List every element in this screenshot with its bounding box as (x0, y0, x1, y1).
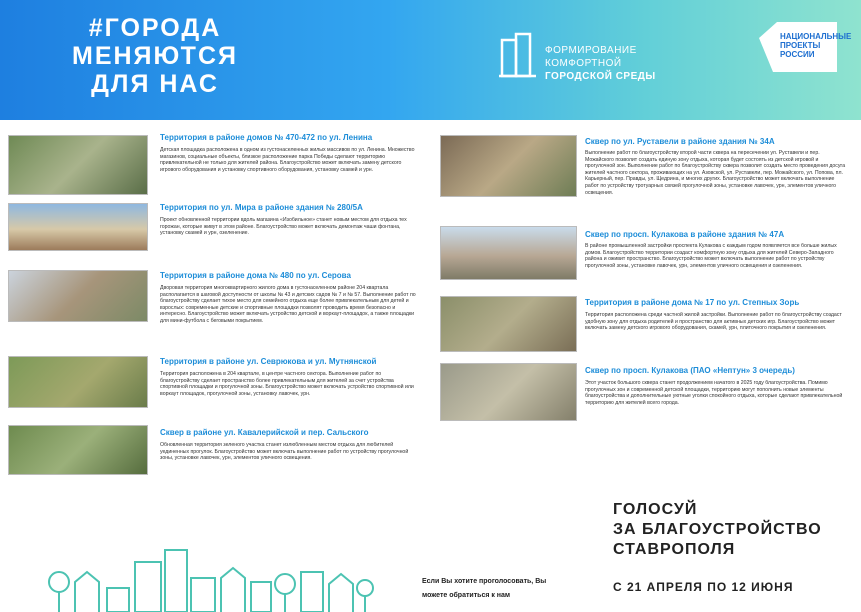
headline (40, 14, 270, 98)
vote-note (422, 575, 546, 603)
vote-note-line: Если Вы хотите проголосовать, Вы (422, 578, 547, 585)
territory-text: Этот участок большого сквера станет продолжением начатого в 2025 году благоустройства. Помимо прогулочных зон и современной детской площадки, территорию могут пополнить новые элементы благоустройства и дополнительные уютные уголки спокойного отдыха, которые сделают привлекательной территорию для жителей всего города. (585, 380, 843, 406)
territory-text: Территория расположена в 204 квартале, в центре частного сектора. Выполнение работ по благоустройству сделает пространство более привлекательным для жителей за счет устройства спортивной площадки и прогулочной зоны. Благоустройство может включать устройство спортивной или воркаут площадок, прогулочной зоны, установку лавочек, урн. (160, 371, 414, 397)
territory-title: Территория по ул. Мира в районе здания № 280/5А (160, 203, 363, 212)
np-line: НАЦИОНАЛЬНЫЕ (780, 32, 852, 41)
territory-text: В районе промышленной застройки проспекта Кулакова с каждым годом появляется все больше жилых домов. Благоустройство территории создаст комфортную зону отдыха для жителей Северо-Западного района и оживит пространство. Благоустройство может включать выполнение работ по устройству прогулочной зоны, установке лавочек, урн, элементов уличного освещения и озеленения. (585, 243, 837, 269)
territory-title: Сквер по ул. Руставели в районе здания № 34А (585, 137, 775, 146)
vote-slogan (613, 500, 822, 560)
territory-text: Выполнение работ по благоустройству второй части сквера на пересечении ул. Руставели и пер. Можайского позволит создать единую зону отдыха, которая будет состоять из детской игровой и прогулочной зон. Выполнение работ по благоустройству сквера позволит создать место проведения досуга жителей частного сектора, проживающих на ул. Азовской, ул. Руставели, пер. Можайского, ул. Попова, пл. Карьерный, пер. Правды, ул. Щедрина, и многих других. Благоустройство может включать выполнение работ по устройству тротуарных связей прогулочной зоны, установке лавочек, урн, элементов уличного освещения. (585, 150, 846, 196)
territory-text: Территория расположена среди частной жилой застройки. Выполнение работ по благоустройству создаст удобную зону для отдыха родителей и пространство для активных детских игр. Благоустройство может включать замену детского игрового оборудования, скамей, урн, плиточного покрытия и озеленения. (585, 312, 842, 332)
territory-title: Территория в районе дома № 480 по ул. Серова (160, 271, 351, 280)
header-banner (0, 0, 861, 120)
slogan-line: СТАВРОПОЛЯ (613, 541, 736, 558)
territory-title: Сквер по просп. Кулакова (ПАО «Нептун» 3 очередь) (585, 366, 795, 375)
territory-title: Территория в районе домов № 470-472 по ул. Ленина (160, 133, 373, 142)
territory-photo-5 (8, 425, 148, 475)
territory-text: Проект обновленной территории вдоль магазина «Изобильное» станет новым местом для отдыха тех горожан, которые живут в этом районе. Благоустройство может включать демонтаж чаши фонтана, установку скамей и урн, озеленение. (160, 217, 407, 237)
headline-line: МЕНЯЮТСЯ (72, 42, 238, 70)
slogan-line: ГОЛОСУЙ (613, 501, 698, 518)
territory-photo-4 (8, 356, 148, 408)
territory-photo-9 (440, 363, 577, 421)
territory-photo-1 (8, 135, 148, 195)
territory-photo-6 (440, 135, 577, 197)
program-line: КОМФОРТНОЙ (545, 58, 622, 69)
program-line: ГОРОДСКОЙ СРЕДЫ (545, 71, 656, 82)
territory-title: Территория в районе дома № 17 по ул. Степных Зорь (585, 298, 800, 307)
program-name (545, 44, 656, 83)
territory-photo-3 (8, 270, 148, 322)
territory-photo-7 (440, 226, 577, 280)
territory-photo-8 (440, 296, 577, 352)
territory-title: Территория в районе ул. Севрюкова и ул. Мутнянской (160, 357, 377, 366)
np-line: ПРОЕКТЫ (780, 41, 821, 50)
headline-line: #ГОРОДА (88, 14, 222, 42)
city-skyline-icon (45, 548, 375, 612)
vote-note-line: можете обратиться к нам (422, 592, 511, 599)
territory-title: Сквер в районе ул. Кавалерийской и пер. Сальского (160, 428, 369, 437)
territory-text: Дворовая территория многоквартирного жилого дома в густонаселенном районе 204 квартала располагается в шаговой доступности от школы № 43 и детских садов № 7 и № 57. Выполнение работ по благоустройству сделает тихое место для семейного отдыха еще более привлекательным для детей и взрослых: современные детские и спортивные площадки позволят проводить время безопасно и интересно. Благоустройство может включать устройство детской и воркаут-площадок, а также площадки для мини-футбола с беговыми покрытием. (160, 285, 416, 324)
territory-text: Детская площадка расположена в одном из густонаселенных жилых массивов по ул. Ленина. Множество магазинов, социальные объекты, близкое расположение парка Победы сделают территорию привлекательной не только для жителей района. Благоустройство может включать замену детского игрового оборудования и установку спортивного оборудования, установку скамей и урн. (160, 147, 415, 173)
vote-dates: С 21 АПРЕЛЯ ПО 12 ИЮНЯ (613, 580, 794, 594)
territory-photo-2 (8, 203, 148, 251)
program-line: ФОРМИРОВАНИЕ (545, 45, 637, 56)
territory-title: Сквер по просп. Кулакова в районе здания № 47А (585, 230, 785, 239)
slogan-line: ЗА БЛАГОУСТРОЙСТВО (613, 521, 822, 538)
national-projects-text (780, 32, 851, 59)
np-line: РОССИИ (780, 50, 815, 59)
program-logo-icon (496, 30, 542, 82)
headline-line: ДЛЯ НАС (91, 70, 219, 98)
territory-text: Обновленная территория зеленого участка станет излюбленным местом отдыха для любителей уединенных прогулок. Благоустройство может включать выполнение работ по устройству прогулочной зоны, установке лавочек, урн, элементов уличного освещения. (160, 442, 409, 462)
